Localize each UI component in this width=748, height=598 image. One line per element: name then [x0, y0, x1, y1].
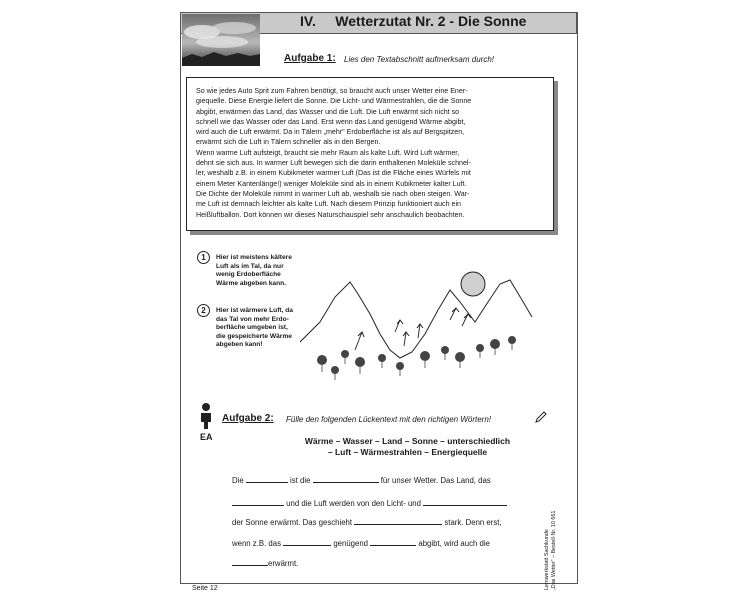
cloze-blank-5[interactable]	[354, 516, 442, 525]
task1-instruction: Lies den Textabschnitt aufmerksam durch!	[344, 55, 495, 64]
person-icon	[199, 402, 213, 430]
cloze-line-1: Die ist die für unser Wetter. Das Land, das	[232, 476, 491, 485]
reading-text-box	[186, 77, 554, 231]
publisher-sidebar: Lernwerkstatt Sachkunde „Das Wetter" – Bestell-Nr. 10 661	[544, 510, 557, 590]
cloze-blank-1[interactable]	[246, 474, 288, 483]
cloze-line-5: erwärmt.	[232, 557, 298, 568]
pencil-icon	[534, 410, 548, 424]
task1-label: Aufgabe 1:	[284, 53, 336, 64]
cloze-blank-8[interactable]	[232, 557, 268, 566]
note-1-text: Hier ist meistens kältere Luft als im Tal, da nur wenig Erdoberfläche Wärme abgeben kann.	[216, 254, 292, 287]
cloudy-sky-photo	[182, 14, 260, 66]
cloze-line-2: und die Luft werden von den Licht- und	[232, 497, 507, 508]
note-2-number: 2	[197, 304, 210, 317]
cloze-line-4: wenn z.B. das genügend abgibt, wird auch die	[232, 539, 490, 548]
note-1-number: 1	[197, 251, 210, 264]
word-bank-line-1: Wärme – Wasser – Land – Sonne – unterschiedlich	[304, 436, 511, 446]
word-bank	[280, 436, 535, 458]
page-number: Seite 12	[192, 585, 218, 592]
tree-group	[317, 336, 516, 374]
note-2-text: Hier ist wärmere Luft, da das Tal von mehr Erdo- berfläche umgeben ist, die gespeicherte Wärme abgeben kann!	[216, 307, 293, 348]
cloze-blank-2[interactable]	[313, 474, 379, 483]
reading-text: So wie jedes Auto Sprit zum Fahren benötigt, so braucht auch unser Wetter eine Ener- giequelle. Diese Energie liefert die Sonne. Die Licht- und Wärmestrahlen, die die Sonne abgibt, erwärmen das Land, das Wasser und die Luft. Die Luft erwärmt sich nicht so schnell wie das Wasser oder das Land. Erst wenn das Land genügend Wärme abgibt, wird auch die Luft erwärmt. Da in Tälern „mehr" Erdoberfläche ist als auf Bergspitzen, erwärmt sich die Luft in Tälern schneller als in den Bergen. Wenn warme Luft aufsteigt, braucht sie mehr Raum als kalte Luft. Wird Luft wärmer, dehnt sie sich aus. In warmer Luft bewegen sich die darin enthaltenen Moleküle schnel- ler, weshalb z.B. in einem Kubikmeter warmer Luft (Das ist die Fläche eines Würfels mit einem Meter Kantenlänge!) weniger Moleküle sind als in einem Kubikmeter kalter Luft. Die Dichte der Moleküle nimmt in warmer Luft ab, weshalb sie nach oben steigen. War- me Luft ist demnach leichter als kalte Luft. Nach diesem Prinzip funktioniert auch ein Heißluftballon. Dort können wir dieses Naturschauspiel sehr anschaulich beobachten.	[196, 87, 472, 219]
cloze-blank-7[interactable]	[370, 537, 416, 546]
cloze-line-3: der Sonne erwärmt. Das geschieht stark. Denn erst,	[232, 518, 502, 527]
cloze-blank-4[interactable]	[423, 497, 507, 506]
mountain-illustration	[300, 262, 540, 392]
cloze-blank-3[interactable]	[232, 497, 284, 506]
task2-instruction: Fülle den folgenden Lückentext mit den richtigen Wörtern!	[286, 415, 492, 424]
cloze-blank-6[interactable]	[283, 537, 331, 546]
word-bank-line-2: – Luft – Wärmestrahlen – Energiequelle	[327, 447, 488, 457]
chapter-title: IV. Wetterzutat Nr. 2 - Die Sonne	[300, 13, 527, 29]
work-form-label: EA	[200, 432, 213, 442]
task2-label: Aufgabe 2:	[222, 413, 274, 424]
